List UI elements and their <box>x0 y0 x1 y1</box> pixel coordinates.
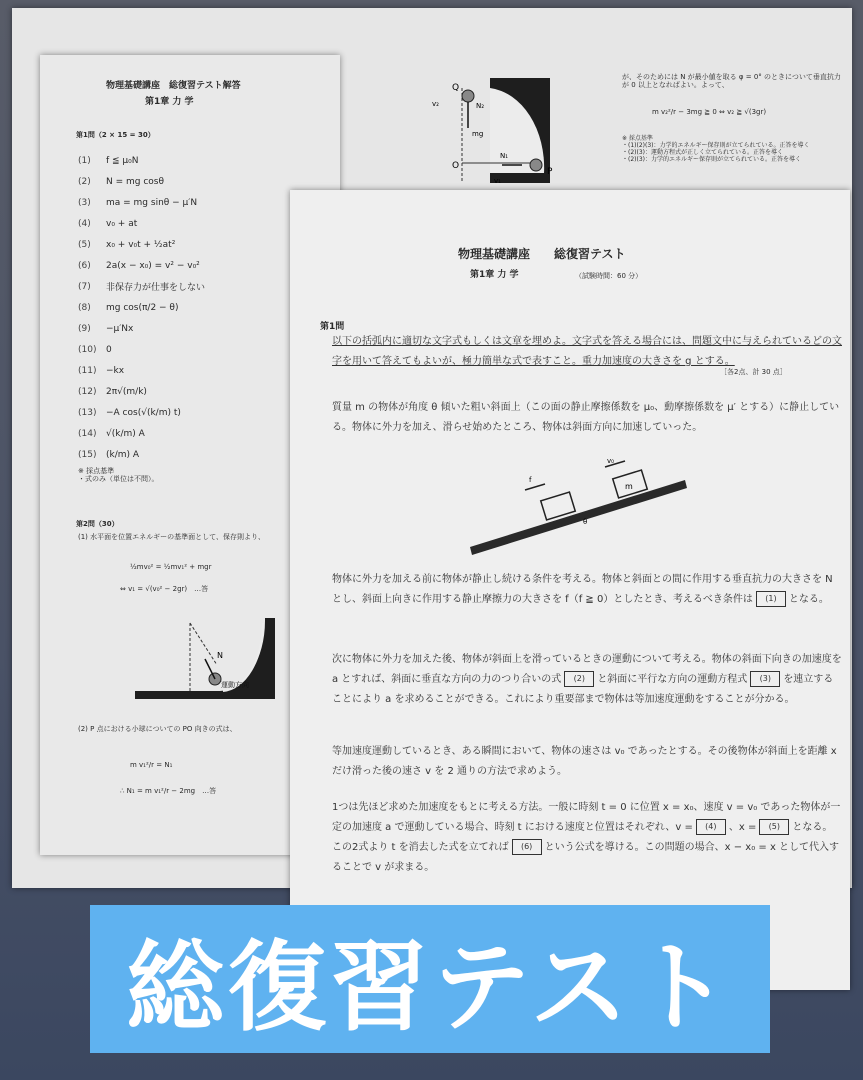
answer-list <box>78 150 318 465</box>
front-paragraph-1: 質量 m の物体が角度 θ 傾いた粗い斜面上（この面の静止摩擦係数を μ₀、動摩擦係数を μ′ とする）に静止している。物体に外力を加え、滑らせ始めたところ、物体は斜面方向に加速していった。 <box>332 402 840 433</box>
answer-number: (8) <box>78 302 91 313</box>
label-mg: mg <box>472 130 484 138</box>
answer-q1-header: 第1問（2 × 15 = 30） <box>76 131 155 139</box>
p5-text-b: 、x = <box>728 822 757 833</box>
answer-q2-item2: (2) P 点における小球についての PO 向きの式は、 <box>78 725 237 733</box>
answer-row <box>78 402 318 423</box>
answer-value: f ≦ μ₀N <box>106 155 139 166</box>
answer-q2-eq1: ½mv₀² = ½mv₁² + mgr <box>130 563 212 571</box>
answer-q2-item1: (1) 水平面を位置エネルギーの基準面として、保存則より、 <box>78 533 265 541</box>
label-q: Q <box>452 83 460 93</box>
answer-row <box>78 297 318 318</box>
answer-number: (12) <box>78 386 97 397</box>
answer-value: 2a(x − x₀) = v² − v₀² <box>106 260 200 271</box>
answer-number: (2) <box>78 176 91 187</box>
track-label-n: N <box>217 651 223 660</box>
front-paragraph-2 <box>332 570 842 610</box>
track-label-direction: 運動方向 <box>221 681 249 689</box>
answer-row <box>78 213 318 234</box>
banner-text: 総復習テスト <box>125 930 735 1045</box>
label-n2: N₂ <box>476 102 485 110</box>
answer-value: −kx <box>106 365 125 376</box>
answer-value: √(k/m) A <box>106 428 145 439</box>
answer-value: mg cos(π/2 − θ) <box>106 302 179 313</box>
p2-text-a: 物体に外力を加える前に物体が静止し続ける条件を考える。物体と斜面との間に作用する垂直抗力の大きさを N とし、斜面上向きに作用する静止摩擦力の大きさを f（f ≧ 0）としたとき、考えるべき条件は <box>332 574 833 605</box>
answer-row <box>78 150 318 171</box>
label-o: O <box>452 161 460 171</box>
answer-number: (14) <box>78 428 97 439</box>
answer-row <box>78 276 318 297</box>
answer-number: (15) <box>78 449 97 460</box>
answer-value: ma = mg sinθ − μ′N <box>106 197 198 208</box>
answer-number: (6) <box>78 260 91 271</box>
answer-number: (5) <box>78 239 91 250</box>
answer-notes: ※ 採点基準 ・式のみ（単位は不問）。 <box>78 467 159 484</box>
answer-value: 非保存力が仕事をしない <box>106 283 206 293</box>
answer-chapter: 第1章 力 学 <box>145 97 194 107</box>
label-v1: v₁ <box>494 177 501 185</box>
answer-row <box>78 234 318 255</box>
answer-box-3[interactable]: (3) <box>750 671 780 687</box>
answer-value: x₀ + v₀t + ½at² <box>106 239 176 250</box>
back-right-text: が、そのためには N が最小値を取る φ = 0° のときについて垂直抗力が 0 以上となればよい。よって、 <box>622 73 841 90</box>
answer-row <box>78 444 318 465</box>
answer-box-4[interactable]: (4) <box>696 819 726 835</box>
answer-row <box>78 423 318 444</box>
answer-row <box>78 318 318 339</box>
p3-text-b: と斜面に平行な方向の運動方程式 <box>597 674 748 685</box>
answer-number: (9) <box>78 323 91 334</box>
incline-label-theta: θ <box>583 518 588 526</box>
front-title: 物理基礎講座 総復習テスト <box>458 247 626 261</box>
answer-value: (k/m) A <box>106 449 140 460</box>
answer-box-5[interactable]: (5) <box>759 819 789 835</box>
front-paragraph-4: 等加速度運動しているとき、ある瞬間において、物体の速さは v₀ であったとする。その後物体が斜面上を距離 x だけ滑った後の速さ v を 2 通りの方法で求めよう。 <box>332 746 837 777</box>
answer-number: (7) <box>78 281 91 292</box>
p5-text-d: という公式を導ける。この問題の場合、x − x₀ = x として代入することで v が求まる。 <box>332 842 840 873</box>
answer-value: v₀ + at <box>106 218 138 229</box>
incline-label-v0: v₀ <box>607 457 614 465</box>
p3-text-a: 次に物体に外力を加えた後、物体が斜面上を滑っているときの運動について考える。物体の斜面下向きの加速度を a とすれば、斜面に垂直な方向の力のつり合いの式 <box>332 654 842 685</box>
answer-row <box>78 255 318 276</box>
front-chapter: 第1章 力 学 <box>470 270 519 280</box>
label-v2: v₂ <box>432 100 439 108</box>
incline-diagram <box>465 452 695 562</box>
p2-text-b: となる。 <box>788 594 829 605</box>
answer-row <box>78 192 318 213</box>
answer-box-2[interactable]: (2) <box>564 671 594 687</box>
label-p: P <box>547 167 553 177</box>
answer-box-1[interactable]: (1) <box>756 591 786 607</box>
pipe-diagram <box>432 68 562 193</box>
front-points: ［各2点、計 30 点］ <box>720 368 787 376</box>
answer-title: 物理基礎講座 総復習テスト解答 <box>106 81 241 91</box>
answer-number: (13) <box>78 407 97 418</box>
title-banner <box>90 905 770 1053</box>
answer-value: −μ′Nx <box>106 323 134 334</box>
front-time: （試験時間：60 分） <box>575 272 643 280</box>
answer-row <box>78 171 318 192</box>
answer-row <box>78 339 318 360</box>
front-paragraph-5 <box>332 798 842 878</box>
answer-q2-eq3: m v₁²/r = N₁ <box>130 761 173 769</box>
answer-row <box>78 381 318 402</box>
front-instructions: 以下の括弧内に適切な文字式もしくは文章を埋めよ。文字式を答える場合には、問題文中に与えられているどの文字を用いて答えてもよいが、極力簡単な式で表すこと。重力加速度の大きさを g とする。 <box>332 336 842 367</box>
answer-q2-header: 第2問（30） <box>76 520 119 528</box>
incline-label-f: f <box>529 476 532 484</box>
label-n1: N₁ <box>500 152 509 160</box>
answer-row <box>78 360 318 381</box>
answer-value: N = mg cosθ <box>106 176 164 187</box>
p5-text-a: 1つは先ほど求めた加速度をもとに考える方法。一般に時刻 t = 0 に位置 x = x₀、速度 v = v₀ であった物体が一定の加速度 a で運動している場合、時刻 t における速度と位置はそれぞれ、v = <box>332 802 841 833</box>
p5-text-c: となる。この2式より t を消去した式を立てれば <box>332 822 833 853</box>
back-right-equation: m v₂²/r − 3mg ≧ 0 ⇔ v₂ ≧ √(3gr) <box>652 108 767 116</box>
answer-number: (1) <box>78 155 91 166</box>
incline-label-m: m <box>625 482 633 491</box>
answer-number: (11) <box>78 365 97 376</box>
front-q1-header: 第1問 <box>320 322 345 332</box>
answer-box-6[interactable]: (6) <box>512 839 542 855</box>
answer-number: (10) <box>78 344 97 355</box>
front-paragraph-3 <box>332 650 842 710</box>
answer-q2-eq2: ⇔ v₁ = √(v₀² − 2gr) …答 <box>120 585 209 593</box>
back-right-notes: ※ 採点基準 ・(1)(2)(3)：力学的エネルギー保存則が立てられている。正答を導く ・(2)(3)：運動方程式が正しく立てられている。正答を導く ・(2)(3)：力学的エネルギー保存則が立てられている。正答を導く <box>622 135 810 163</box>
answer-number: (4) <box>78 218 91 229</box>
answer-value: 0 <box>106 344 112 355</box>
answer-number: (3) <box>78 197 91 208</box>
answer-q2-eq4: ∴ N₁ = m v₁²/r − 2mg …答 <box>120 787 217 795</box>
track-diagram <box>135 613 275 708</box>
answer-value: 2π√(m/k) <box>106 386 147 397</box>
front-sheet <box>290 190 850 990</box>
p3-text-c: を連立することにより a を求めることができる。これにより重要部まで物体は等加速度運動をすることが分かる。 <box>332 674 834 705</box>
answer-value: −A cos(√(k/m) t) <box>106 407 181 418</box>
